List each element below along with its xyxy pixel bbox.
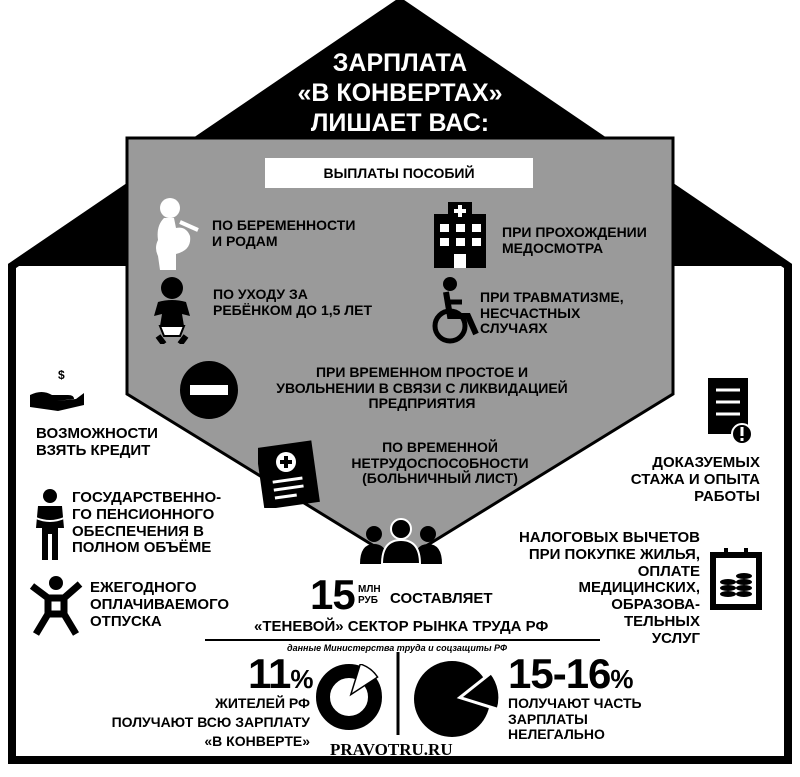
downtime-label: ПРИ ВРЕМЕННОМ ПРОСТОЕ И УВОЛЬНЕНИИ В СВЯЗИ С ЛИКВИДАЦИЕЙ ПРЕДПРИЯТИЯ	[276, 364, 568, 412]
people-group-icon	[358, 518, 444, 564]
tax-document-coins-icon	[706, 546, 766, 612]
stat-left-value: 11%	[248, 650, 313, 697]
checklist-warning-icon	[706, 376, 756, 446]
jumping-person-icon	[28, 576, 84, 638]
pie-chart-15	[408, 652, 502, 746]
title-line-3: ЛИШАЕТ ВАС:	[310, 109, 490, 137]
stat-right-desc: ПОЛУЧАЮТ ЧАСТЬ ЗАРПЛАТЫ НЕЛЕГАЛЬНО	[508, 695, 642, 743]
pension-label: ГОСУДАРСТВЕННО- ГО ПЕНСИОННОГО ОБЕСПЕЧЕНИЯ В ПОЛНОМ ОБЪЁМЕ	[72, 489, 222, 557]
credit-label: ВОЗМОЖНОСТИ ВЗЯТЬ КРЕДИТ	[36, 425, 158, 459]
baby-icon	[150, 276, 194, 344]
site-credit: PRAVOTRU.RU	[330, 740, 453, 759]
pregnancy-label: ПО БЕРЕМЕННОСТИ И РОДАМ	[212, 217, 356, 249]
donut-chart-11	[316, 664, 382, 730]
pregnant-woman-icon	[146, 196, 206, 271]
experience-label: ДОКАЗУЕМЫХ СТАЖА И ОПЫТА РАБОТЫ	[630, 454, 760, 505]
title-line-1: ЗАРПЛАТА	[332, 49, 468, 77]
medical-label: ПРИ ПРОХОЖДЕНИИ МЕДОСМОТРА	[502, 224, 647, 256]
sickleave-label: ПО ВРЕМЕННОЙ НЕТРУДОСПОСОБНОСТИ (БОЛЬНИЧНЫЙ ЛИСТ)	[351, 439, 529, 487]
title-line-2: «В КОНВЕРТАХ»	[297, 79, 503, 107]
childcare-label: ПО УХОДУ ЗА РЕБЁНКОМ ДО 1,5 ЛЕТ	[213, 286, 373, 318]
benefits-header: ВЫПЛАТЫ ПОСОБИЙ	[265, 158, 533, 188]
no-entry-icon	[179, 360, 239, 420]
stat-left-desc-2: ПОЛУЧАЮТ ВСЮ ЗАРПЛАТУ	[111, 714, 310, 730]
hospital-icon	[430, 200, 490, 268]
vacation-label: ЕЖЕГОДНОГО ОПЛАЧИВАЕМОГО ОТПУСКА	[90, 579, 230, 630]
injury-label: ПРИ ТРАВМАТИЗМЕ, НЕСЧАСТНЫХ СЛУЧАЯХ	[480, 289, 624, 337]
stat-left-desc-1: ЖИТЕЛЕЙ РФ	[215, 695, 310, 711]
stat-right-value: 15-16%	[508, 650, 633, 697]
shadow-amount: 15	[310, 571, 355, 618]
stat-left-desc-3: «В КОНВЕРТЕ»	[204, 733, 310, 749]
elderly-person-icon	[30, 488, 70, 562]
page-title	[200, 48, 600, 138]
source-note: данные Министерства труда и соцзащиты РФ	[287, 643, 508, 653]
shadow-unit: МЛН РУБ	[358, 584, 381, 606]
shadow-verb: СОСТАВЛЯЕТ	[390, 590, 493, 607]
wheelchair-icon	[428, 276, 484, 346]
svg-text:$: $	[58, 368, 65, 382]
hand-coin-icon	[28, 365, 86, 415]
tax-label: НАЛОГОВЫХ ВЫЧЕТОВ ПРИ ПОКУПКЕ ЖИЛЬЯ, ОПЛАТЕ МЕДИЦИНСКИХ, ОБРАЗОВА- ТЕЛЬНЫХ УСЛУГ	[518, 529, 700, 647]
medical-document-icon	[258, 436, 324, 508]
shadow-caption: «ТЕНЕВОЙ» СЕКТОР РЫНКА ТРУДА РФ	[254, 618, 549, 635]
